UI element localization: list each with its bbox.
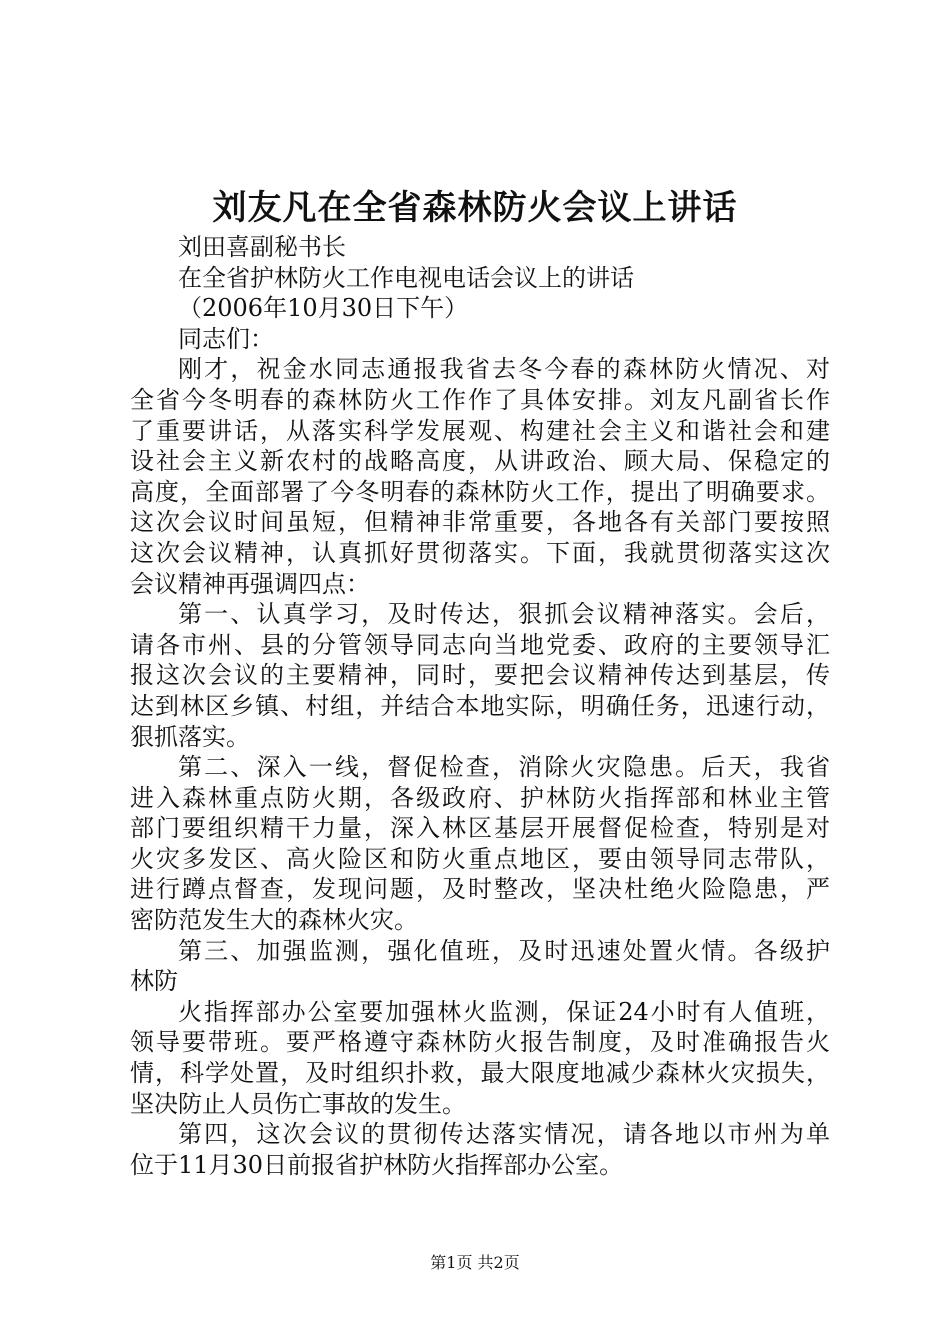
text-line: 这次会议精神，认真抓好贯彻落实。下面，我就贯彻落实这次 [130, 538, 830, 567]
text-line: 这次会议时间虽短，但精神非常重要，各地各有关部门要按照 [130, 508, 830, 537]
text-line: 情，科学处置，及时组织扑救，最大限度地减少森林火灾损失， [130, 1059, 830, 1088]
text-line: 部门要组织精干力量，深入林区基层开展督促检查，特别是对 [130, 814, 830, 843]
text-line: 第三、加强监测，强化值班，及时迅速处置火情。各级护 [178, 936, 830, 965]
text-line: 第二、深入一线，督促检查，消除火灾隐患。后天，我省 [178, 753, 830, 782]
text-line: 火指挥部办公室要加强林火监测，保证24小时有人值班， [178, 997, 830, 1026]
text-line: 第四，这次会议的贯彻传达落实情况，请各地以市州为单 [178, 1120, 830, 1149]
text-line: 进行蹲点督查，发现问题，及时整改，坚决杜绝火险隐患，严 [130, 875, 830, 904]
text-line: 请各市州、县的分管领导同志向当地党委、政府的主要领导汇 [130, 630, 830, 659]
text-line: 密防范发生大的森林火灾。 [130, 906, 418, 935]
text-line: 第一、认真学习，及时传达，狠抓会议精神落实。会后， [178, 600, 830, 629]
text-line: 刚才，祝金水同志通报我省去冬今春的森林防火情况、对 [178, 355, 830, 384]
page-footer: 第1页 共2页 [430, 1253, 520, 1272]
text-line: 报这次会议的主要精神，同时，要把会议精神传达到基层，传 [130, 661, 830, 690]
text-line: 林防 [130, 967, 178, 996]
text-line: 会议精神再强调四点： [130, 569, 370, 598]
text-line: 刘田喜副秘书长 [178, 233, 346, 261]
text-line: 达到林区乡镇、村组，并结合本地实际，明确任务，迅速行动， [130, 691, 830, 720]
document-body [130, 232, 830, 1180]
text-line: 领导要带班。要严格遵守森林防火报告制度，及时准确报告火 [130, 1028, 830, 1057]
text-line: 同志们： [178, 324, 274, 353]
text-line: 进入森林重点防火期，各级政府、护林防火指挥部和林业主管 [130, 783, 830, 812]
text-line: 坚决防止人员伤亡事故的发生。 [130, 1089, 466, 1118]
text-line: 位于11月30日前报省护林防火指挥部办公室。 [130, 1150, 624, 1179]
text-line: 在全省护林防火工作电视电话会议上的讲话 [178, 263, 634, 292]
text-line: 高度，全面部署了今冬明春的森林防火工作，提出了明确要求。 [130, 477, 830, 506]
text-line: 了重要讲话，从落实科学发展观、构建社会主义和谐社会和建 [130, 416, 830, 445]
document-title: 刘友凡在全省森林防火会议上讲话 [212, 188, 738, 228]
text-line: 火灾多发区、高火险区和防火重点地区，要由领导同志带队， [130, 844, 830, 873]
text-line: （2006年10月30日下午） [178, 294, 469, 323]
text-line: 狠抓落实。 [130, 722, 250, 751]
text-line: 全省今冬明春的森林防火工作作了具体安排。刘友凡副省长作 [130, 385, 830, 414]
text-line: 设社会主义新农村的战略高度，从讲政治、顾大局、保稳定的 [130, 447, 830, 476]
